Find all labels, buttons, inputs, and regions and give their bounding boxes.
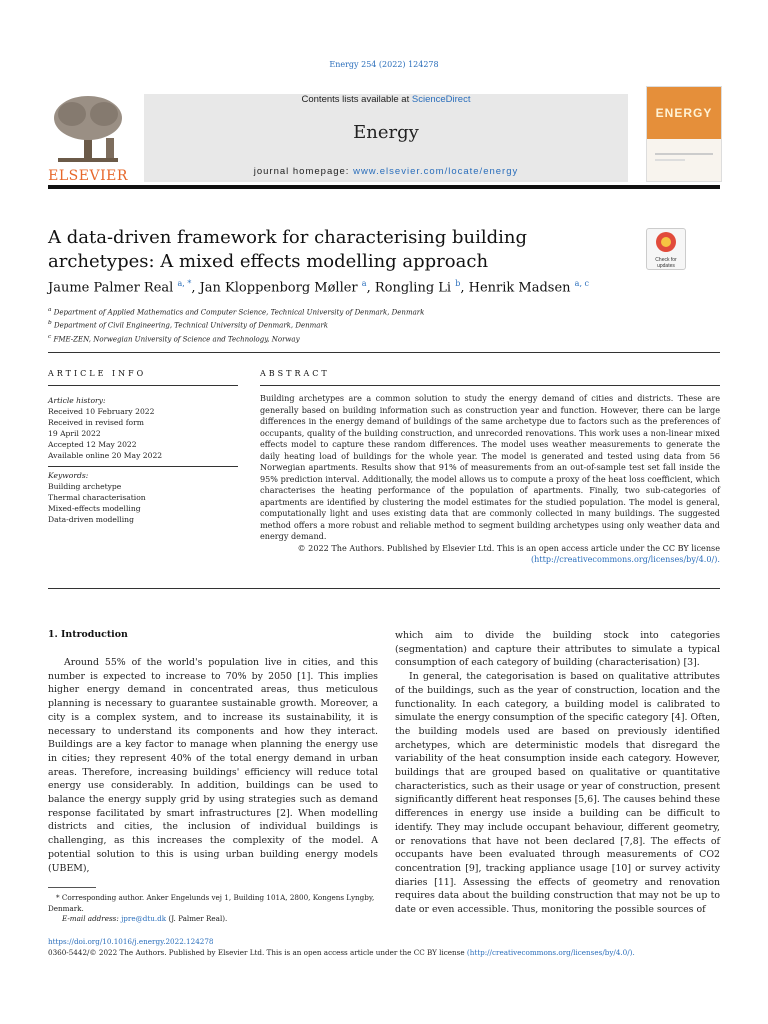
contents-line bbox=[144, 94, 628, 105]
issn-text: 0360-5442/© 2022 The Authors. Published by Elsevier Ltd. This is an open access article under the CC BY license bbox=[48, 947, 467, 957]
corresponding-author-note: * Corresponding author. Anker Engelunds vej 1, Building 101A, 2800, Kongens Lyngby, Denmark. bbox=[48, 893, 375, 913]
email-link[interactable]: jpre@dtu.dk bbox=[121, 914, 167, 923]
intro-left-paragraph: Around 55% of the world's population live in cities, and this number is expected to increase to 70% by 2050 [1]. This implies higher energy demand in concentrated areas, thus meticulous planning is necessary to guarantee sustainable growth. Moreover, a city is a complex system, and to increase its sustainability, it is necessary to understand its components and how they interact. Buildings are a key factor to manage when planning the energy use in cities; they represent 40% of the total energy demand in urban areas. Therefore, increasing buildings' efficiency will reduce total energy use considerably. In addition, buildings can be used to balance the energy supply grid by using strategies such as demand response facilitated by smart infrastructures [2]. When modelling districts and cities, the inclusion of individual buildings is challenging, as this increases the complexity of the model. A potential solution to this is using urban building energy models (UBEM), bbox=[48, 657, 378, 874]
tree-logo-icon bbox=[48, 92, 128, 166]
keyword: Mixed-effects modelling bbox=[48, 504, 141, 513]
elsevier-logo bbox=[48, 92, 128, 182]
footnote bbox=[48, 893, 378, 925]
affiliation-text: FME-ZEN, Norwegian University of Science and Technology, Norway bbox=[53, 334, 300, 343]
abstract-license bbox=[260, 543, 720, 566]
footnote-rule bbox=[48, 887, 96, 888]
history-item: 19 April 2022 bbox=[48, 429, 101, 438]
homepage-prefix: journal homepage: bbox=[253, 166, 354, 177]
author-list: Jaume Palmer Real $^{a, *}$, Jan Kloppenborg Møller $^a$, Rongling Li $^b$, Henrik Madsen $^{a, c}$ bbox=[48, 279, 590, 296]
article-info bbox=[48, 395, 238, 525]
affiliation bbox=[48, 332, 648, 345]
author-name: Rongling Li bbox=[374, 280, 452, 296]
history-item: Available online 20 May 2022 bbox=[48, 451, 163, 460]
author-affil-marker[interactable]: a bbox=[361, 279, 367, 288]
author-name: Henrik Madsen bbox=[468, 280, 571, 296]
journal-name: Energy bbox=[353, 122, 419, 143]
history-item: Received in revised form bbox=[48, 418, 144, 427]
author-affil-marker[interactable]: a, * bbox=[177, 279, 192, 288]
homepage-line bbox=[144, 166, 628, 177]
publisher-name: ELSEVIER bbox=[48, 168, 128, 184]
keyword: Thermal characterisation bbox=[48, 493, 146, 502]
history-label: Article history: bbox=[48, 396, 106, 405]
intro-paragraph: In general, the categorisation is based on qualitative attributes of the buildings, such as the year of construction, location and the functionality. In each category, a building model is calibrated to simulate the energy consumption of the specific category [4]. Often, the building models used are based on previously identified archetypes, which are deterministic models that disregard the variability of the heat consumption inside each category. However, buildings that are grouped based on qualitative or quantitative characteristics, such as their usage or year of construction, present significantly different heat responses [5,6]. The causes behind these differences in energy use inside a building can be difficult to identify. They may include occupant behaviour, different geometry, or renovations that have not been declared [7,8]. The effects of occupants have been evaluated through measurements of CO2 concentration [9], tracking appliance usage [10] or survey activity diaries [11]. Assessing the effects of geometry and renovation requires data about the building construction that may not be up to date or even accessible. Thus, monitoring the possible sources of bbox=[395, 671, 720, 916]
check-updates-label: Check for updates bbox=[655, 257, 677, 269]
cover-line bbox=[655, 153, 713, 155]
abstract-text: Building archetypes are a common solution to study the energy demand of cities and districts. These are generally based on building information such as construction year and function. However, there can be large differences in the energy demand of buildings of the same archetype due to factors such as the preferences of occupants, quality of the building construction, and unrecorded renovations. This work uses a non-linear mixed effects model to capture these random differences. The model uses weather measurements to generate the daily heating load of buildings for the whole year. The model is generated and tested using data from 56 Norwegian apartments. Results show that 91% of measurements from an out-of-sample test set fall inside the 95% prediction interval. Additionally, the model allows us to compute a proxy of the heat loss coefficient, which characterises the heating performance of the population of apartments. Finally, two sub-categories of apartments are identified by clustering the model estimates for the studied population. The model is general, computationally light and uses existing data that are commonly collected in many buildings. The suggested method offers a more robust and reliable method to segment building archetypes using only weather data and energy demand. bbox=[260, 393, 720, 541]
cover-title: ENERGY bbox=[655, 106, 713, 120]
sciencedirect-link[interactable]: ScienceDirect bbox=[411, 94, 471, 105]
abstract-rule bbox=[260, 385, 720, 386]
check-updates-icon bbox=[647, 229, 685, 253]
info-rule bbox=[48, 385, 238, 386]
affiliation bbox=[48, 305, 648, 318]
cover-line-short bbox=[655, 159, 685, 161]
author-name: Jaume Palmer Real bbox=[48, 280, 174, 296]
article-info-heading: ARTICLE INFO bbox=[48, 369, 147, 378]
contents-prefix: Contents lists available at bbox=[301, 94, 412, 105]
section-rule bbox=[48, 352, 720, 353]
history-item: Received 10 February 2022 bbox=[48, 407, 155, 416]
email-label: E-mail address: bbox=[62, 914, 122, 923]
email-line bbox=[48, 914, 378, 925]
keywords-rule bbox=[48, 466, 238, 467]
homepage-link[interactable]: www.elsevier.com/locate/energy bbox=[353, 166, 519, 177]
issn-line bbox=[48, 948, 728, 959]
article-title: A data-driven framework for characterising building archetypes: A mixed effects modelling approach bbox=[48, 227, 527, 272]
affiliation-text: Department of Civil Engineering, Technical University of Denmark, Denmark bbox=[53, 321, 329, 330]
affiliation bbox=[48, 318, 648, 331]
keywords-label: Keywords: bbox=[48, 471, 89, 480]
license-link[interactable]: (http://creativecommons.org/licenses/by/4.0/). bbox=[530, 554, 720, 564]
affiliation-list bbox=[48, 305, 648, 345]
affiliation-marker: c bbox=[48, 333, 52, 340]
journal-cover-thumbnail[interactable] bbox=[646, 86, 722, 182]
affiliation-text: Department of Applied Mathematics and Computer Science, Technical University of Denmark, Denmark bbox=[53, 308, 425, 317]
author-affil-marker[interactable]: b bbox=[455, 279, 461, 288]
abstract-body bbox=[260, 393, 720, 566]
affiliation-marker: b bbox=[48, 320, 52, 327]
section-heading: 1. Introduction bbox=[48, 629, 128, 640]
email-suffix: (J. Palmer Real). bbox=[166, 914, 228, 923]
cover-banner bbox=[647, 87, 721, 139]
keyword: Building archetype bbox=[48, 482, 122, 491]
intro-paragraph: which aim to divide the building stock into categories (segmentation) and capture their attributes to simulate a typical consumption of each category of building (characterisation) [3]. bbox=[395, 630, 720, 669]
check-for-updates-badge[interactable] bbox=[646, 228, 686, 270]
history-item: Accepted 12 May 2022 bbox=[48, 440, 137, 449]
abstract-heading: ABSTRACT bbox=[260, 369, 330, 378]
intro-right-column bbox=[395, 629, 720, 917]
author-name: Jan Kloppenborg Møller bbox=[199, 280, 358, 296]
abstract-end-rule bbox=[48, 588, 720, 589]
header-rule bbox=[48, 185, 720, 189]
page-footer bbox=[48, 937, 728, 958]
footer-license-link[interactable]: (http://creativecommons.org/licenses/by/4.0/). bbox=[466, 947, 635, 957]
license-text: © 2022 The Authors. Published by Elsevier Ltd. This is an open access article under the CC BY license bbox=[297, 542, 720, 553]
author-affil-marker[interactable]: a, c bbox=[574, 279, 590, 288]
affiliation-marker: a bbox=[48, 307, 52, 313]
keyword: Data-driven modelling bbox=[48, 515, 134, 524]
doi-link[interactable]: https://doi.org/10.1016/j.energy.2022.124278 bbox=[48, 937, 214, 946]
journal-citation[interactable]: Energy 254 (2022) 124278 bbox=[329, 60, 439, 69]
